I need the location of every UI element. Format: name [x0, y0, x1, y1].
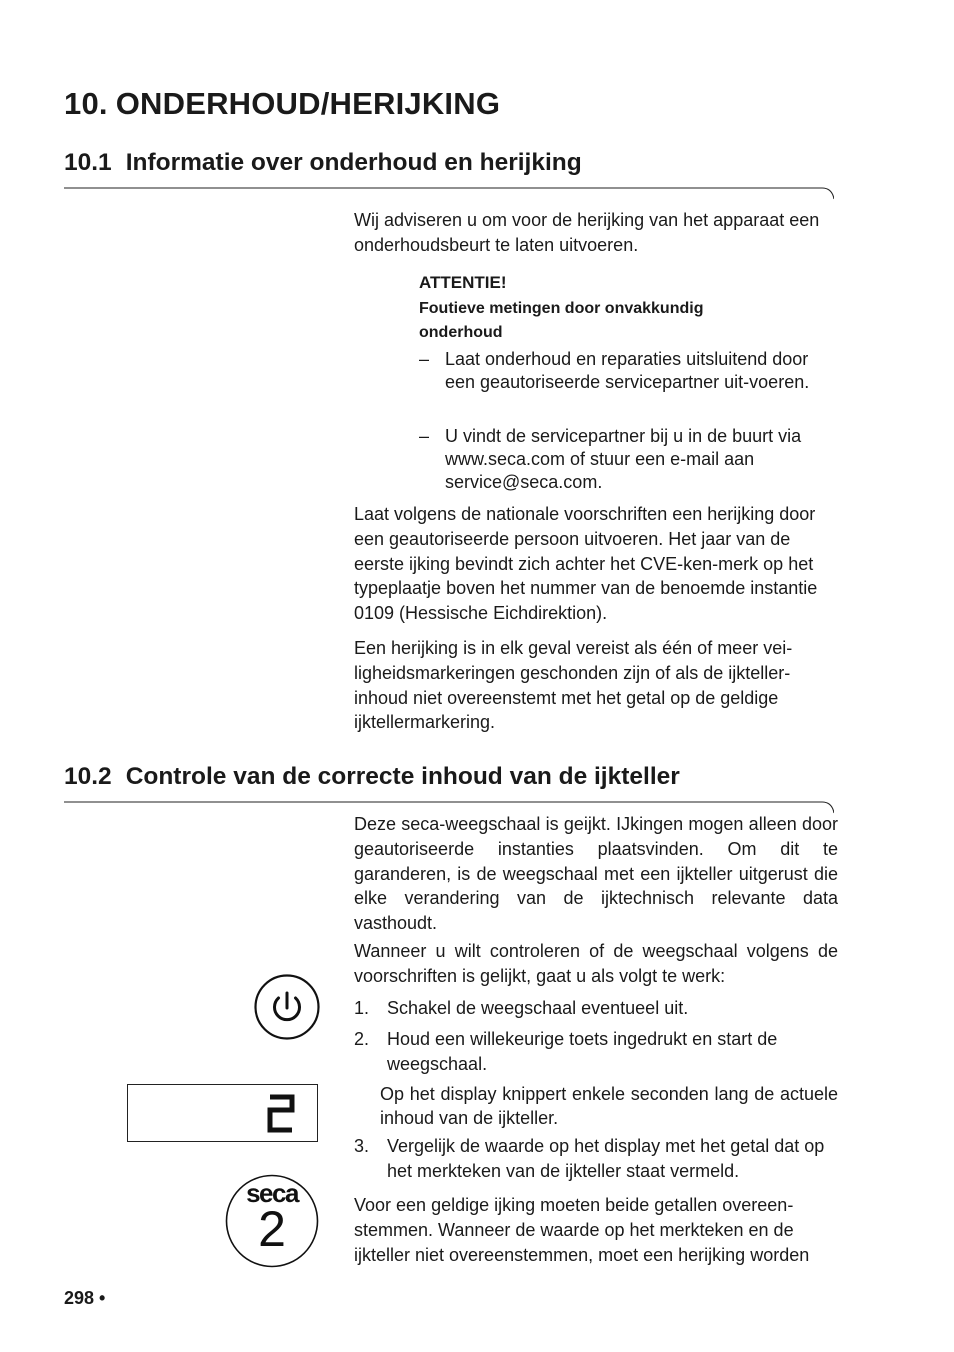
- section-2-heading: [64, 763, 680, 791]
- warning-title: ATTENTIE!: [419, 273, 507, 292]
- page-number: 298 •: [64, 1288, 106, 1308]
- warning-item-text: U vindt de servicepartner bij u in de buurt via www.seca.com of stuur een e-mail aan service@seca.com.: [445, 426, 802, 492]
- warning-item-text: Laat onderhoud en reparaties uitsluitend door een geautoriseerde servicepartner uit-voeren.: [445, 349, 810, 392]
- warning-item: [419, 348, 839, 394]
- step-2-note: Op het display knippert enkele seconden lang de actuele inhoud van de ijkteller.: [380, 1084, 838, 1128]
- seal-number: 2: [258, 1201, 286, 1257]
- section-2-title: Controle van de correcte inhoud van de ijkteller: [125, 763, 680, 790]
- step-number: 1.: [354, 998, 370, 1018]
- seven-segment-digit: [128, 1085, 317, 1141]
- section-1-rule: [64, 186, 834, 200]
- seal-brand: seca: [246, 1178, 298, 1208]
- step-text: Schakel de weegschaal eventueel uit.: [387, 998, 689, 1018]
- dash-bullet: –: [419, 349, 430, 369]
- section-1-intro: Wij adviseren u om voor de herijking van het apparaat een onderhoudsbeurt te laten uitvoeren.: [354, 210, 820, 255]
- chapter-heading: [64, 86, 500, 122]
- section-1-heading: [64, 149, 582, 177]
- step-number: 3.: [354, 1136, 370, 1156]
- step-text: Houd een willekeurige toets ingedrukt en start de weegschaal.: [387, 1029, 778, 1074]
- step-number: 2.: [354, 1029, 370, 1049]
- seca-seal-icon: [224, 1173, 320, 1269]
- section-1-number: 10.1: [64, 149, 112, 176]
- section-2-paragraph: Deze seca-weegschaal is geijkt. IJkingen mogen alleen door geautoriseerde instanties plaatsvinden. Om dit te garanderen, is de weegschaal met een ijkteller uitgerust die elke verandering van de ijktechnisch relevante data vasthoudt.: [354, 814, 838, 934]
- section-1-title: Informatie over onderhoud en herijking: [125, 149, 582, 176]
- section-2-paragraph: Wanneer u wilt controleren of de weegschaal volgens de voorschriften is gelijkt, gaat u als volgt te werk:: [354, 941, 838, 986]
- step-item: [354, 996, 838, 1021]
- chapter-title: ONDERHOUD/HERIJKING: [115, 86, 501, 121]
- warning-subtitle: Foutieve metingen door onvakkundig onderhoud: [419, 300, 704, 341]
- step-text: Vergelijk de waarde op het display met het getal dat op het merkteken van de ijkteller staat vermeld.: [387, 1136, 825, 1181]
- chapter-number: 10.: [64, 86, 108, 121]
- warning-item: [419, 425, 839, 494]
- section-2-closing: Voor een geldige ijking moeten beide getallen overeen-stemmen. Wanneer de waarde op het merkteken en de ijkteller niet overeenstemmen, moet een herijking worden: [354, 1195, 810, 1265]
- step-item: [354, 1134, 838, 1184]
- dash-bullet: –: [419, 426, 430, 446]
- section-2-number: 10.2: [64, 763, 112, 790]
- power-icon: [253, 973, 321, 1041]
- section-1-paragraph: Een herijking is in elk geval vereist als één of meer vei-ligheidsmarkeringen geschonden zijn of als de ijkteller-inhoud niet overeenstemt met het getal op de geldige ijktellermarkering.: [354, 638, 793, 733]
- scale-display: [127, 1084, 318, 1142]
- step-item: [354, 1027, 838, 1077]
- section-1-paragraph: Laat volgens de nationale voorschriften een herijking door een geautoriseerde persoon uitvoeren. Het jaar van de eerste ijking bevindt zich achter het CVE-ken-merk op het typeplaatje boven het nummer van de benoemde instantie 0109 (Hessische Eichdirektion).: [354, 504, 818, 624]
